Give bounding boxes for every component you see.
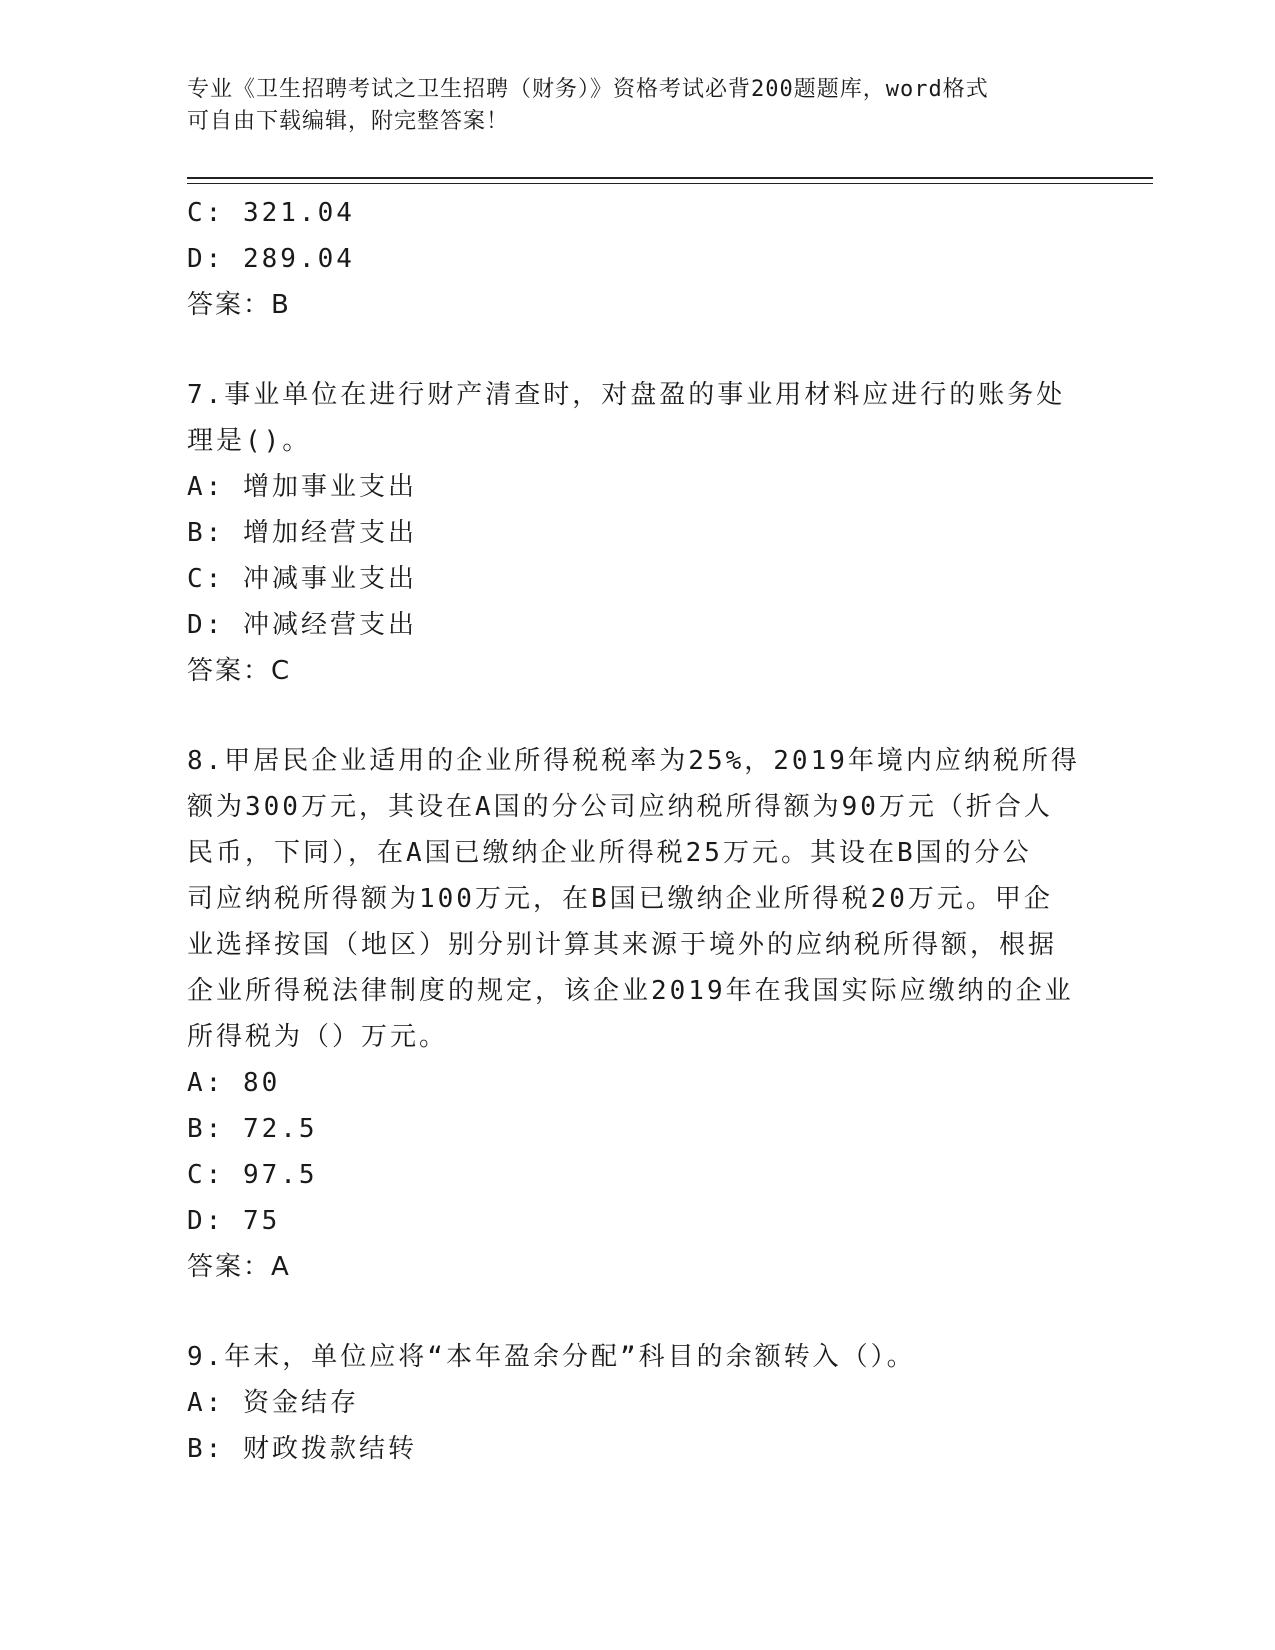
option-b: B: 72.5 xyxy=(187,1114,318,1144)
spacer xyxy=(187,694,1067,738)
question-9 xyxy=(187,1334,1067,1472)
header-line-2: 可自由下载编辑，附完整答案！ xyxy=(187,109,510,134)
option-a: A: 80 xyxy=(187,1068,281,1098)
question-7 xyxy=(187,372,1067,694)
option-c: C: 321.04 xyxy=(187,198,355,228)
option-a: A: 资金结存 xyxy=(187,1388,359,1418)
option-a: A: 增加事业支出 xyxy=(187,472,417,502)
question-6-tail xyxy=(187,190,1067,328)
option-d: D: 75 xyxy=(187,1206,281,1236)
answer-label: 答案：C xyxy=(187,656,292,686)
question-text-line: 7.事业单位在进行财产清查时，对盘盈的事业用材料应进行的账务处 xyxy=(187,380,1066,410)
question-list xyxy=(187,190,1080,1472)
question-text xyxy=(187,372,1067,464)
option-b: B: 财政拨款结转 xyxy=(187,1434,417,1464)
option-d: D: 289.04 xyxy=(187,244,355,274)
question-text-line: 9.年末，单位应将“本年盈余分配”科目的余额转入（）。 xyxy=(187,1342,916,1372)
question-text xyxy=(187,738,1080,1060)
answer-label: 答案：A xyxy=(187,1252,291,1282)
option-c: C: 冲减事业支出 xyxy=(187,564,417,594)
option-d: D: 冲减经营支出 xyxy=(187,610,417,640)
question-text-line: 额为300万元，其设在A国的分公司应纳税所得额为90万元（折合人 xyxy=(187,792,1053,822)
question-text-line: 所得税为（）万元。 xyxy=(187,1022,449,1052)
question-text-line: 民币，下同），在A国已缴纳企业所得税25万元。其设在B国的分公 xyxy=(187,838,1032,868)
spacer xyxy=(187,1290,1067,1334)
question-text-line: 理是()。 xyxy=(187,426,312,456)
option-b: B: 增加经营支出 xyxy=(187,518,417,548)
answer-label: 答案：B xyxy=(187,290,291,320)
header-line-1: 专业《卫生招聘考试之卫生招聘（财务）》资格考试必背200题题库，word格式 xyxy=(187,77,989,102)
question-text-line: 8.甲居民企业适用的企业所得税税率为25%，2019年境内应纳税所得 xyxy=(187,746,1080,776)
header-rule-thick xyxy=(187,177,1153,179)
spacer xyxy=(187,328,1067,372)
question-text xyxy=(187,1334,1067,1380)
question-8 xyxy=(187,738,1080,1290)
document-header xyxy=(187,74,1087,138)
question-text-line: 业选择按国（地区）别分别计算其来源于境外的应纳税所得额，根据 xyxy=(187,930,1058,960)
header-rule-thin xyxy=(187,183,1153,184)
question-text-line: 企业所得税法律制度的规定，该企业2019年在我国实际应缴纳的企业 xyxy=(187,976,1074,1006)
option-c: C: 97.5 xyxy=(187,1160,318,1190)
question-text-line: 司应纳税所得额为100万元，在B国已缴纳企业所得税20万元。甲企 xyxy=(187,884,1053,914)
